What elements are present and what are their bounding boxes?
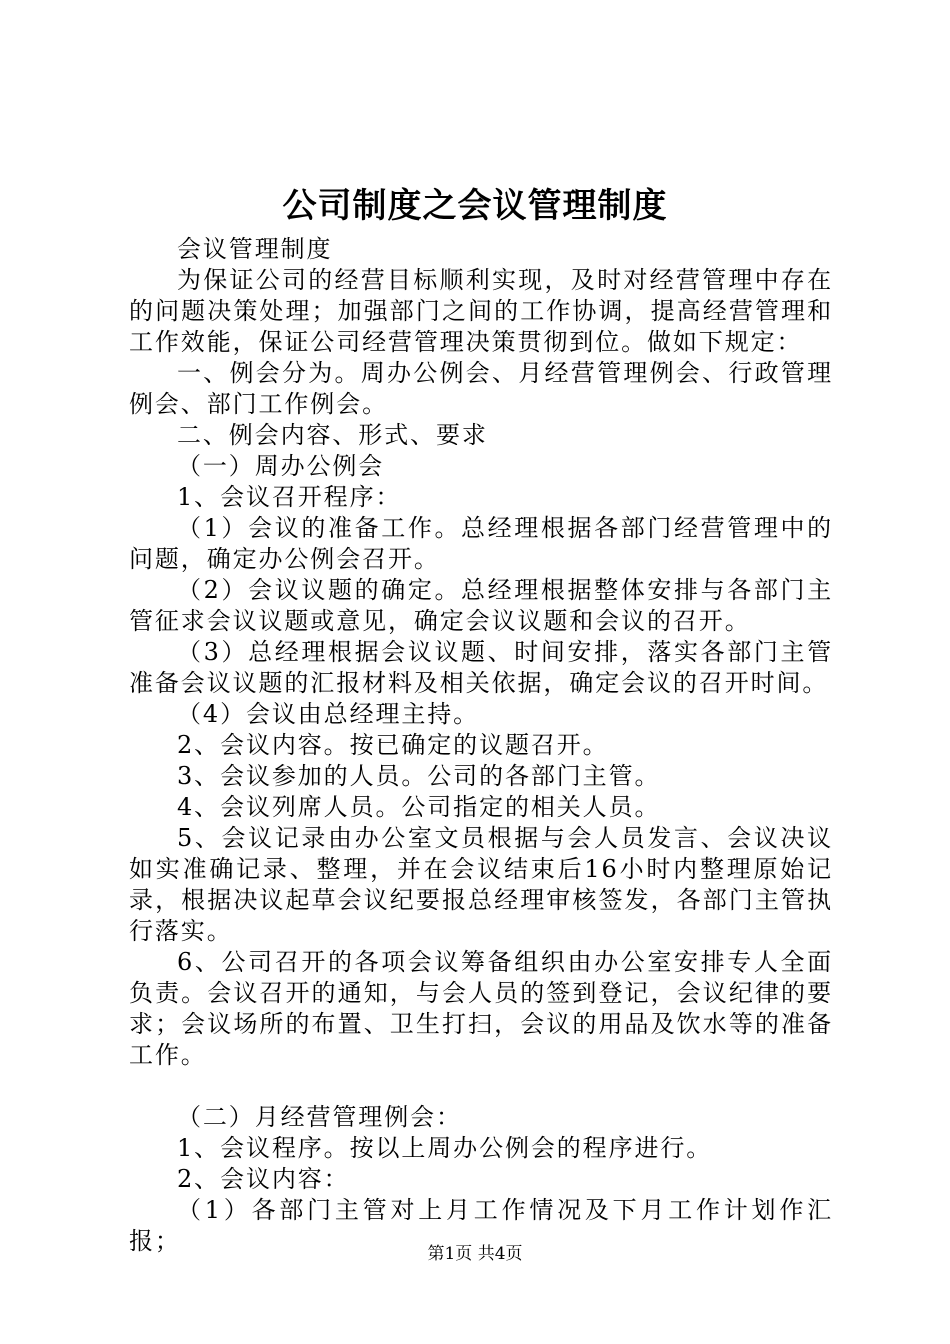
paragraph-item: （4）会议由总经理主持。 [177,700,480,728]
paragraph-item: 3、会议参加的人员。公司的各部门主管。 [177,762,661,790]
paragraph-item: （2）会议议题的确定。总经理根据整体安排与各部门主管征求会议议题或意见，确定会议议题和会议的召开。 [129,576,833,635]
paragraph-item: （1）各部门主管对上月工作情况及下月工作计划作汇报； [129,1196,833,1255]
paragraph-item: 6、公司召开的各项会议筹备组织由办公室安排专人全面负责。会议召开的通知，与会人员的签到登记，会议纪律的要求；会议场所的布置、卫生打扫，会议的用品及饮水等的准备工作。 [129,948,833,1069]
paragraph-item: 4、会议列席人员。公司指定的相关人员。 [177,793,661,821]
paragraph-item: 5、会议记录由办公室文员根据与会人员发言、会议决议如实准确记录、整理，并在会议结束后16小时内整理原始记录，根据决议起草会议纪要报总经理审核签发，各部门主管执行落实。 [129,824,833,945]
document-title: 公司制度之会议管理制度 [282,186,668,226]
paragraph-procedure: 1、会议召开程序： [177,483,402,511]
paragraph-item: 1、会议程序。按以上周办公例会的程序进行。 [177,1134,713,1162]
document-body [129,234,833,1257]
paragraph-item: （3）总经理根据会议议题、时间安排，落实各部门主管准备会议议题的汇报材料及相关依据，确定会议的召开时间。 [129,638,833,697]
paragraph-purpose: 为保证公司的经营目标顺利实现，及时对经营管理中存在的问题决策处理；加强部门之间的工作协调，提高经营管理和工作效能，保证公司经营管理决策贯彻到位。做如下规定： [129,266,833,356]
paragraph-section-2: 二、例会内容、形式、要求 [177,421,488,449]
paragraph-weekly-meeting: （一）周办公例会 [177,452,385,480]
paragraph-monthly-meeting: （二）月经营管理例会： [177,1103,462,1131]
paragraph-item: 2、会议内容： [177,1165,350,1193]
paragraph-section-1: 一、例会分为。周办公例会、月经营管理例会、行政管理例会、部门工作例会。 [129,359,833,418]
page-footer: 第1页 共4页 [427,1244,523,1264]
paragraph-item: （1）会议的准备工作。总经理根据各部门经营管理中的问题，确定办公例会召开。 [129,514,833,573]
paragraph-subtitle: 会议管理制度 [177,235,333,263]
paragraph-item: 2、会议内容。按已确定的议题召开。 [177,731,609,759]
